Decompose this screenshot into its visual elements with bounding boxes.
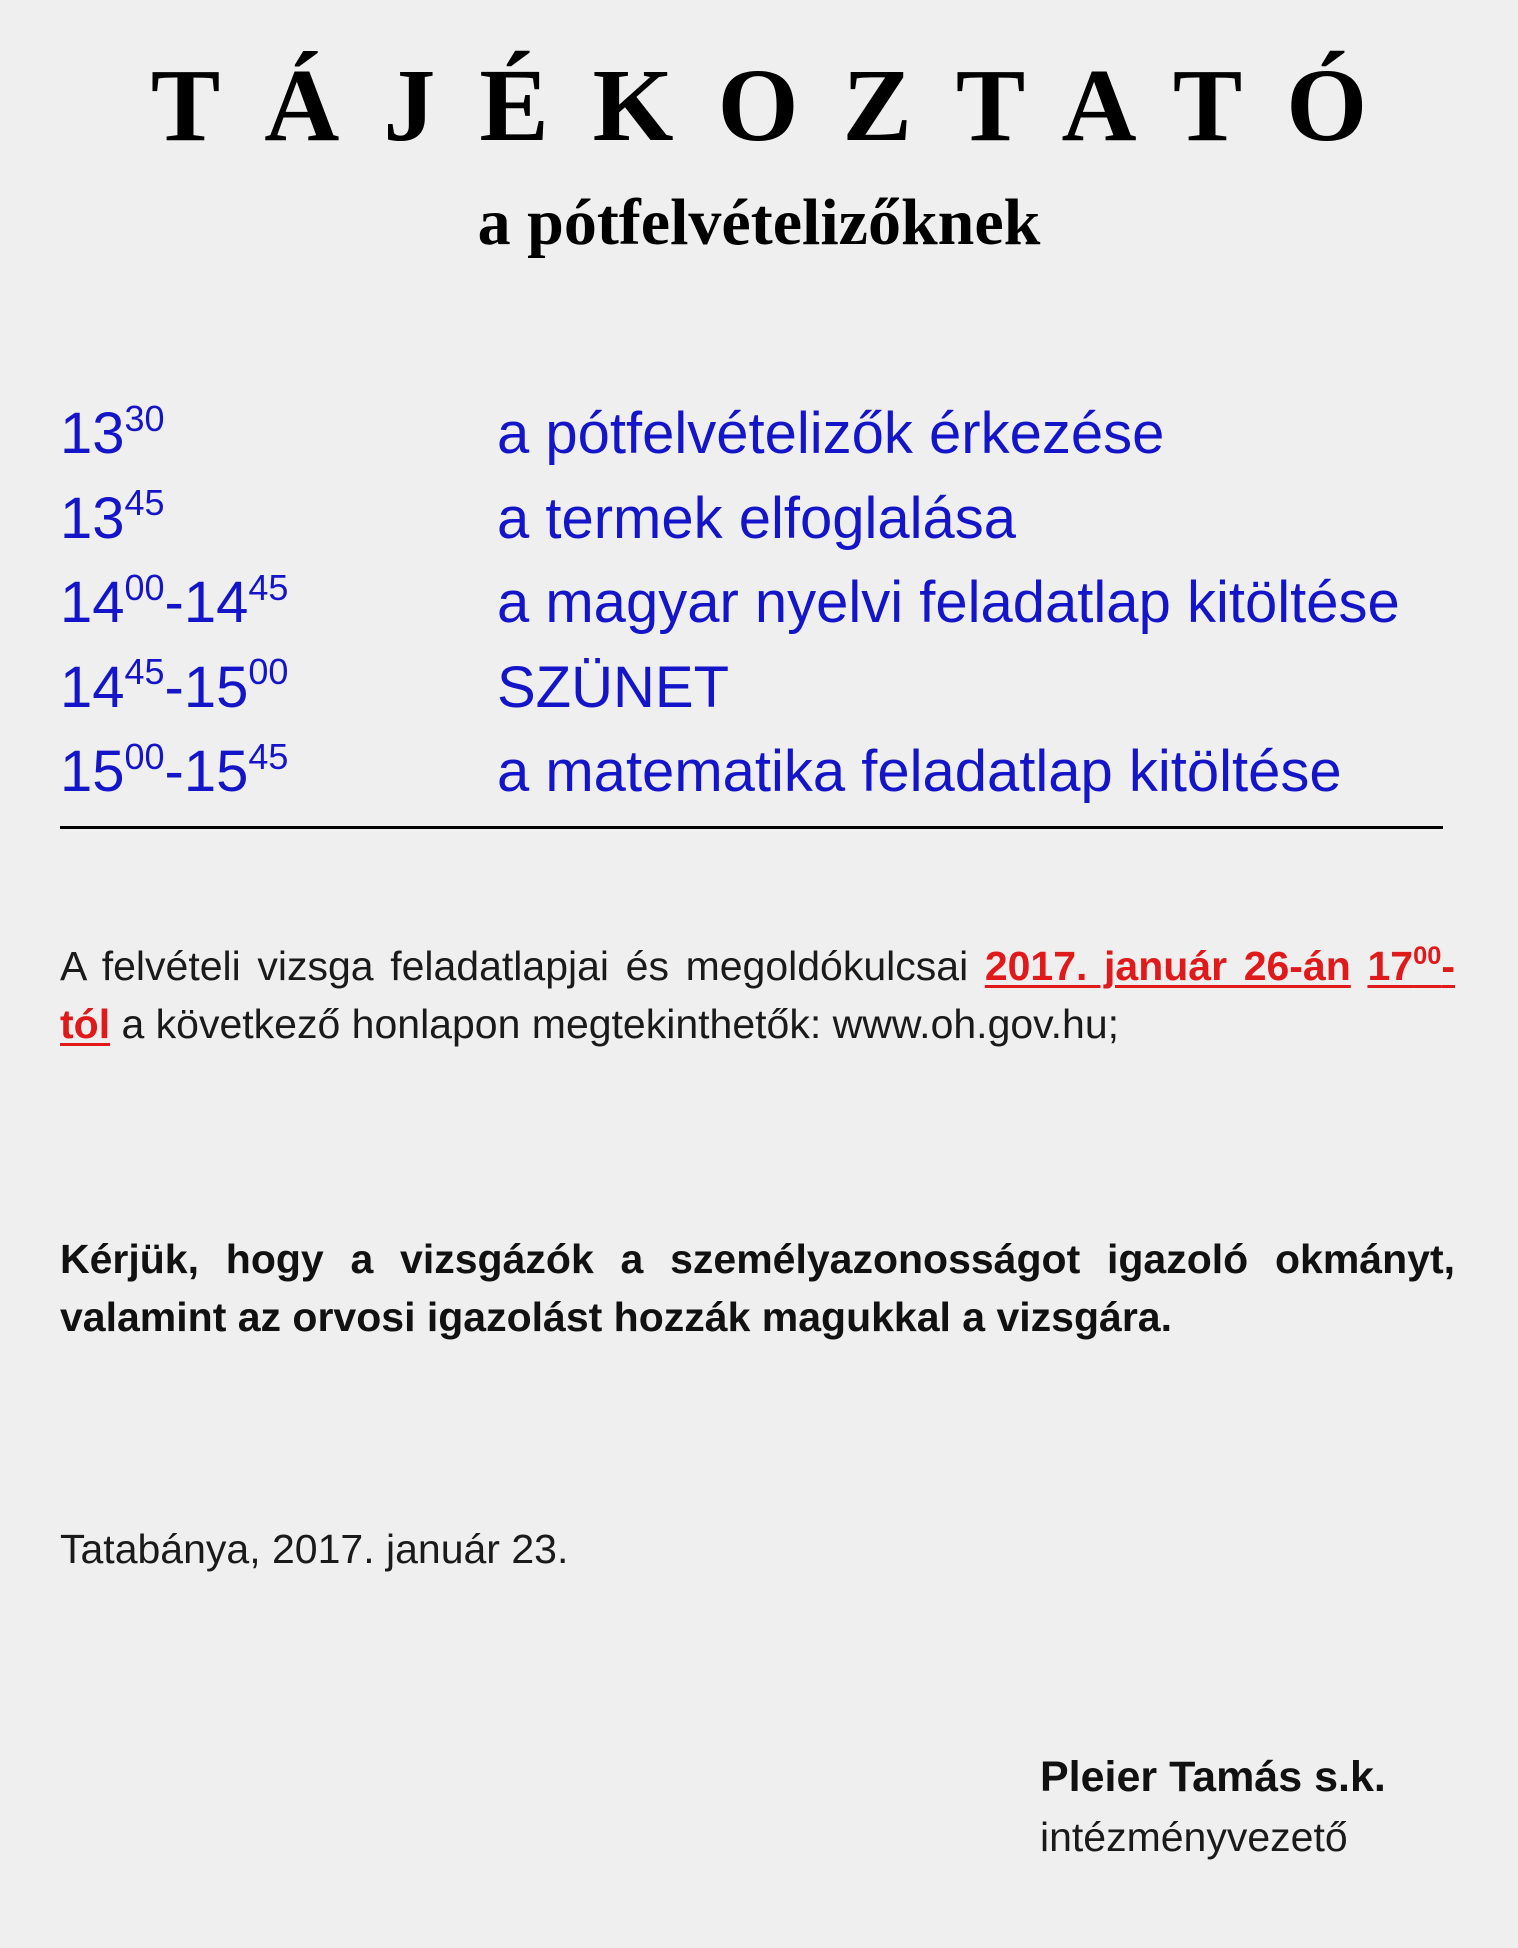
schedule-row [60, 392, 1518, 477]
start-minute: 45 [124, 482, 165, 524]
page-subtitle: a pótfelvételizőknek [477, 186, 1041, 259]
highlight-date: 2017. január 26-án [984, 943, 1351, 989]
highlight-hour: 17 [1367, 943, 1414, 989]
schedule-time [60, 477, 165, 562]
schedule-row [60, 730, 1518, 815]
start-hour: 13 [60, 485, 125, 551]
schedule-activity: a termek elfoglalása [497, 485, 1017, 551]
request-paragraph: Kérjük, hogy a vizsgázók a személyazonosságot igazoló okmányt, valamint az orvosi igazolást hozzák magukkal a vizsgára. [60, 1236, 1455, 1340]
end-hour: 15 [183, 739, 249, 804]
end-hour: 15 [183, 654, 249, 720]
end-hour: 14 [183, 570, 249, 635]
highlight-minute: 00 [1413, 942, 1442, 971]
start-minute: 00 [124, 566, 165, 608]
schedule-row [60, 646, 1518, 731]
time-separator: - [164, 654, 184, 720]
start-hour: 14 [60, 654, 125, 720]
notice-text: A felvételi vizsga feladatlapjai és megoldókulcsai [60, 943, 985, 989]
place-date: Tatabánya, 2017. január 23. [60, 1526, 569, 1572]
schedule-row [60, 477, 1518, 562]
schedule-activity: a matematika feladatlap kitöltése [497, 739, 1342, 804]
start-minute: 30 [124, 397, 165, 439]
time-separator: - [164, 570, 184, 635]
notice-paragraph [60, 937, 1455, 1053]
schedule-activity: a pótfelvételizők érkezése [497, 401, 1165, 466]
time-separator: - [164, 739, 184, 804]
schedule-time [60, 730, 288, 815]
schedule-time [60, 646, 288, 731]
notice-text-end: a következő honlapon megtekinthetők: www.oh.gov.hu; [110, 1001, 1120, 1047]
start-hour: 14 [60, 570, 125, 635]
start-hour: 13 [60, 401, 125, 466]
signature-name: Pleier Tamás s.k. [1040, 1753, 1386, 1801]
schedule-activity: SZÜNET [497, 654, 729, 720]
schedule [60, 392, 1518, 815]
start-minute: 45 [124, 651, 165, 693]
highlight-suffix: -tól [60, 943, 1455, 1047]
schedule-activity: a magyar nyelvi feladatlap kitöltése [497, 570, 1400, 635]
page-title: TÁJÉKOZTATÓ [150, 48, 1412, 163]
divider [60, 826, 1443, 829]
schedule-time [60, 392, 165, 477]
start-minute: 00 [124, 735, 165, 777]
end-minute: 00 [248, 651, 289, 693]
end-minute: 45 [248, 566, 289, 608]
schedule-row [60, 561, 1518, 646]
end-minute: 45 [248, 735, 289, 777]
signature-role: intézményvezető [1040, 1814, 1348, 1860]
schedule-time [60, 561, 288, 646]
start-hour: 15 [60, 739, 125, 804]
